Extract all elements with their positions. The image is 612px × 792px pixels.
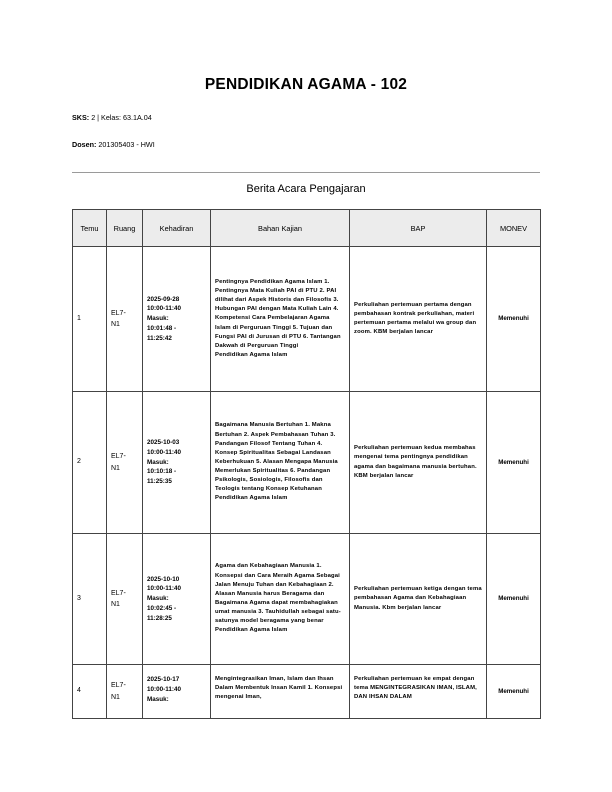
- header-ruang: Ruang: [107, 210, 143, 247]
- table-row: [73, 247, 541, 392]
- cell-bap: Perkuliahan pertemuan ke empat dengan tema MENGINTEGRASIKAN IMAN, ISLAM, DAN IHSAN DALAM: [350, 665, 487, 719]
- cell-monev: Memenuhi: [487, 392, 541, 534]
- cell-temu: 3: [73, 534, 107, 665]
- sks-kelas-value: 2 | Kelas: 63.1A.04: [91, 113, 152, 122]
- dosen-value: 201305403 - HWI: [98, 140, 155, 149]
- cell-temu: 4: [73, 665, 107, 719]
- bap-table: [72, 209, 541, 719]
- cell-kehadiran: 2025-10-10 10:00-11:40 Masuk: 10:02:45 - 11:28:25: [143, 534, 211, 665]
- cell-bahan-kajian: Agama dan Kebahagiaan Manusia 1. Konsepsi dan Cara Meraih Agama Sebagai Jalan Menuju Tuhan dan Kebahagiaan 2. Alasan Manusia harus Beragama dan Bagaimana Agama dapat membahagiakan umat manusia 3. Tauhidullah sebagai satu-satunya model beragama yang benar Pendidikan Agama Islam: [211, 534, 350, 665]
- sks-label: SKS:: [72, 113, 90, 122]
- cell-bahan-kajian: Mengintegrasikan Iman, Islam dan Ihsan Dalam Membentuk Insan Kamil 1. Konsepsi mengenai Iman,: [211, 665, 350, 719]
- sks-kelas-line: [72, 113, 152, 122]
- table-header-row: [73, 210, 541, 247]
- table-row: [73, 534, 541, 665]
- cell-ruang: EL7- N1: [107, 392, 143, 534]
- cell-monev: Memenuhi: [487, 534, 541, 665]
- header-bap: BAP: [350, 210, 487, 247]
- header-temu: Temu: [73, 210, 107, 247]
- cell-monev: Memenuhi: [487, 665, 541, 719]
- table-row: [73, 392, 541, 534]
- cell-temu: 1: [73, 247, 107, 392]
- table-row: [73, 665, 541, 719]
- cell-bap: Perkuliahan pertemuan kedua membahas mengenai tema pentingnya pendidikan agama dan bagaimana manusia bertuhan. KBM berjalan lancar: [350, 392, 487, 534]
- page-title: PENDIDIKAN AGAMA - 102: [204, 76, 408, 93]
- cell-ruang: EL7- N1: [107, 665, 143, 719]
- cell-bap: Perkuliahan pertemuan ketiga dengan tema pembahasan Agama dan Kebahagiaan Manusia. Kbm berjalan lancar: [350, 534, 487, 665]
- cell-monev: Memenuhi: [487, 247, 541, 392]
- section-subtitle: Berita Acara Pengajaran: [246, 183, 366, 195]
- dosen-line: [72, 140, 155, 149]
- cell-temu: 2: [73, 392, 107, 534]
- cell-kehadiran: 2025-09-28 10:00-11:40 Masuk: 10:01:48 - 11:25:42: [143, 247, 211, 392]
- cell-bahan-kajian: Pentingnya Pendidikan Agama Islam 1. Pentingnya Mata Kuliah PAI di PTU 2. PAI dilihat dari Aspek Historis dan Filosofis 3. Hubungan PAI dengan Mata Kuliah Lain 4. Kompetensi Cara Pembelajaran Agama Islam di Perguruan Tinggi 5. Tujuan dan Fungsi PAI di Jurusan di PTU 6. Tantangan Dakwah di Perguruan Tinggi Pendidikan Agama Islam: [211, 247, 350, 392]
- header-monev: MONEV: [487, 210, 541, 247]
- cell-kehadiran: 2025-10-17 10:00-11:40 Masuk:: [143, 665, 211, 719]
- divider: [72, 172, 540, 173]
- cell-bap: Perkuliahan pertemuan pertama dengan pembahasan kontrak perkuliahan, materi pertemuan pertama melalui wa group dan zoom. KBM berjalan lancar: [350, 247, 487, 392]
- header-kehadiran: Kehadiran: [143, 210, 211, 247]
- dosen-label: Dosen:: [72, 140, 97, 149]
- cell-ruang: EL7- N1: [107, 534, 143, 665]
- cell-ruang: EL7- N1: [107, 247, 143, 392]
- cell-kehadiran: 2025-10-03 10:00-11:40 Masuk: 10:10:18 - 11:25:35: [143, 392, 211, 534]
- header-bahan-kajian: Bahan Kajian: [211, 210, 350, 247]
- cell-bahan-kajian: Bagaimana Manusia Bertuhan 1. Makna Bertuhan 2. Aspek Pembahasan Tuhan 3. Pandangan Filosof Tentang Tuhan 4. Konsep Spiritualitas Sebagai Landasan Keberhukuan 5. Alasan Mengapa Manusia Memerlukan Spiritualitas 6. Pandangan Psikologis, Sosiologis, Filosofis dan Teologis tentang Konsep Ketuhanan Pendidikan Agama Islam: [211, 392, 350, 534]
